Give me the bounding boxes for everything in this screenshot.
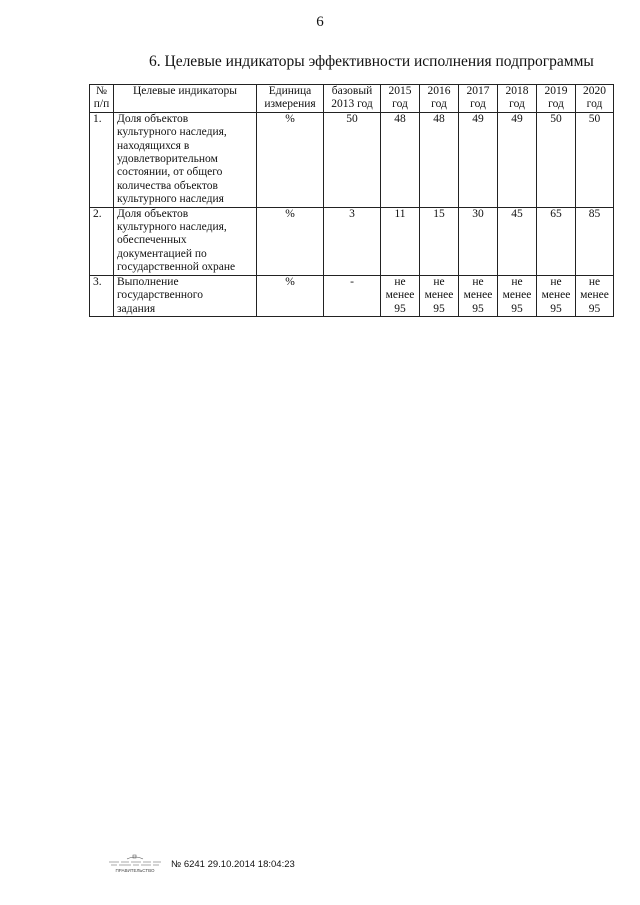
header-indicator bbox=[114, 85, 257, 113]
header-text: Единица bbox=[268, 85, 312, 97]
unit-cell bbox=[257, 275, 324, 316]
year-value-line: менее bbox=[541, 289, 571, 302]
year-value-cell bbox=[459, 207, 498, 275]
year-value-line: 95 bbox=[433, 302, 445, 315]
year-value-line: 65 bbox=[550, 207, 562, 220]
header-base bbox=[324, 85, 381, 113]
table-header-row bbox=[90, 85, 614, 113]
header-text: год bbox=[509, 98, 525, 111]
year-value-line: 48 bbox=[394, 112, 406, 125]
year-value-cell bbox=[498, 275, 537, 316]
year-value-line: 48 bbox=[433, 112, 445, 125]
row-number-cell bbox=[90, 275, 114, 316]
year-value-line: 50 bbox=[550, 112, 562, 125]
year-value-line: 30 bbox=[472, 207, 484, 220]
indicator-name-line: состоянии, от общего bbox=[117, 166, 223, 179]
year-value-cell bbox=[459, 275, 498, 316]
header-year-2016 bbox=[420, 85, 459, 113]
year-value-line: 11 bbox=[394, 207, 406, 220]
year-value-line: менее bbox=[580, 289, 609, 302]
year-value-line: 45 bbox=[511, 207, 523, 220]
indicator-name-line: находящихся в bbox=[117, 139, 190, 152]
header-text: 2016 bbox=[427, 85, 451, 97]
year-value-line: не bbox=[472, 275, 484, 288]
table-row bbox=[90, 275, 614, 316]
header-text: базовый bbox=[331, 85, 373, 97]
page-number: 6 bbox=[316, 14, 324, 30]
year-value-cell bbox=[420, 207, 459, 275]
header-year-2017 bbox=[459, 85, 498, 113]
year-value-cell bbox=[498, 207, 537, 275]
section-title: 6. Целевые индикаторы эффективности исполнения подпрограммы bbox=[149, 53, 594, 70]
header-num bbox=[90, 85, 114, 113]
row-number: 2. bbox=[93, 207, 102, 220]
indicator-name-cell bbox=[114, 112, 257, 207]
unit-value: % bbox=[285, 275, 295, 288]
header-year-2019 bbox=[537, 85, 576, 113]
table-row bbox=[90, 207, 614, 275]
unit-cell bbox=[257, 112, 324, 207]
year-value-line: 95 bbox=[550, 302, 562, 315]
header-text: 2015 bbox=[388, 85, 412, 97]
header-text: год bbox=[470, 98, 486, 111]
header-text: 2013 год bbox=[331, 98, 373, 111]
year-value-line: 95 bbox=[511, 302, 523, 315]
year-value-cell bbox=[498, 112, 537, 207]
indicator-name-line: количества объектов bbox=[117, 179, 218, 192]
registration-number: № 6241 29.10.2014 18:04:23 bbox=[171, 859, 295, 870]
row-number-cell bbox=[90, 207, 114, 275]
year-value-cell bbox=[459, 112, 498, 207]
year-value-line: менее bbox=[385, 289, 415, 302]
base-value: 50 bbox=[346, 112, 358, 125]
year-value-line: не bbox=[433, 275, 445, 288]
indicator-name-line: культурного наследия, bbox=[117, 126, 227, 139]
year-value-line: 85 bbox=[588, 207, 601, 220]
header-text: 2017 bbox=[466, 85, 490, 97]
year-value-cell bbox=[381, 275, 420, 316]
table-row bbox=[90, 112, 614, 207]
base-value-cell bbox=[324, 207, 381, 275]
year-value-line: не bbox=[394, 275, 406, 288]
header-text: № bbox=[96, 85, 107, 97]
year-value-line: менее bbox=[424, 289, 454, 302]
year-value-cell bbox=[537, 112, 576, 207]
year-value-line: не bbox=[588, 275, 601, 288]
indicator-name-line: задания bbox=[117, 302, 156, 315]
base-value: - bbox=[350, 275, 354, 288]
indicators-table bbox=[89, 84, 614, 317]
base-value-cell bbox=[324, 112, 381, 207]
year-value-cell bbox=[576, 275, 614, 316]
year-value-cell bbox=[576, 112, 614, 207]
header-text: год bbox=[431, 98, 447, 111]
registration-stamp-icon bbox=[105, 853, 165, 875]
year-value-cell bbox=[537, 207, 576, 275]
row-number: 3. bbox=[93, 275, 102, 288]
stamp-text: ПРАВИТЕЛЬСТВО bbox=[115, 868, 155, 873]
indicator-name-line: Доля объектов bbox=[117, 112, 189, 125]
header-text: год bbox=[392, 98, 408, 111]
indicator-name-line: обеспеченных bbox=[117, 234, 187, 247]
indicator-name-line: Выполнение bbox=[117, 275, 179, 288]
unit-value: % bbox=[285, 112, 295, 125]
indicator-name-line: Доля объектов bbox=[117, 207, 189, 220]
year-value-line: 50 bbox=[588, 112, 601, 125]
year-value-line: 95 bbox=[588, 302, 601, 315]
indicator-name-line: документацией по bbox=[117, 247, 207, 260]
year-value-line: менее bbox=[502, 289, 532, 302]
base-value-cell bbox=[324, 275, 381, 316]
indicator-name-line: удовлетворительном bbox=[117, 153, 218, 166]
indicator-name-cell bbox=[114, 207, 257, 275]
header-text: год bbox=[548, 98, 564, 111]
year-value-cell bbox=[537, 275, 576, 316]
unit-cell bbox=[257, 207, 324, 275]
year-value-line: не bbox=[550, 275, 562, 288]
base-value: 3 bbox=[349, 207, 355, 220]
year-value-cell bbox=[420, 112, 459, 207]
header-year-2018 bbox=[498, 85, 537, 113]
indicator-name-line: культурного наследия bbox=[117, 193, 224, 206]
header-text: 2019 bbox=[544, 85, 568, 97]
header-year-2015 bbox=[381, 85, 420, 113]
year-value-line: 49 bbox=[472, 112, 484, 125]
indicator-name-cell bbox=[114, 275, 257, 316]
year-value-line: не bbox=[511, 275, 523, 288]
indicator-name-line: культурного наследия, bbox=[117, 221, 227, 234]
header-text: п/п bbox=[93, 98, 110, 111]
year-value-line: 95 bbox=[394, 302, 406, 315]
header-text: 2018 bbox=[505, 85, 529, 97]
header-unit bbox=[257, 85, 324, 113]
header-text: Целевые индикаторы bbox=[132, 85, 238, 97]
header-text: 2020 bbox=[583, 85, 606, 97]
header-text: измерения bbox=[264, 98, 316, 111]
year-value-line: 15 bbox=[433, 207, 445, 220]
year-value-line: 95 bbox=[472, 302, 484, 315]
header-year-2020 bbox=[576, 85, 614, 113]
indicator-name-line: государственного bbox=[117, 289, 203, 302]
year-value-cell bbox=[381, 112, 420, 207]
year-value-cell bbox=[420, 275, 459, 316]
year-value-line: 49 bbox=[511, 112, 523, 125]
year-value-cell bbox=[576, 207, 614, 275]
indicator-name-line: государственной охране bbox=[117, 261, 236, 274]
year-value-line: менее bbox=[463, 289, 493, 302]
row-number: 1. bbox=[93, 112, 102, 125]
year-value-cell bbox=[381, 207, 420, 275]
row-number-cell bbox=[90, 112, 114, 207]
header-text: год bbox=[586, 98, 603, 111]
unit-value: % bbox=[285, 207, 295, 220]
